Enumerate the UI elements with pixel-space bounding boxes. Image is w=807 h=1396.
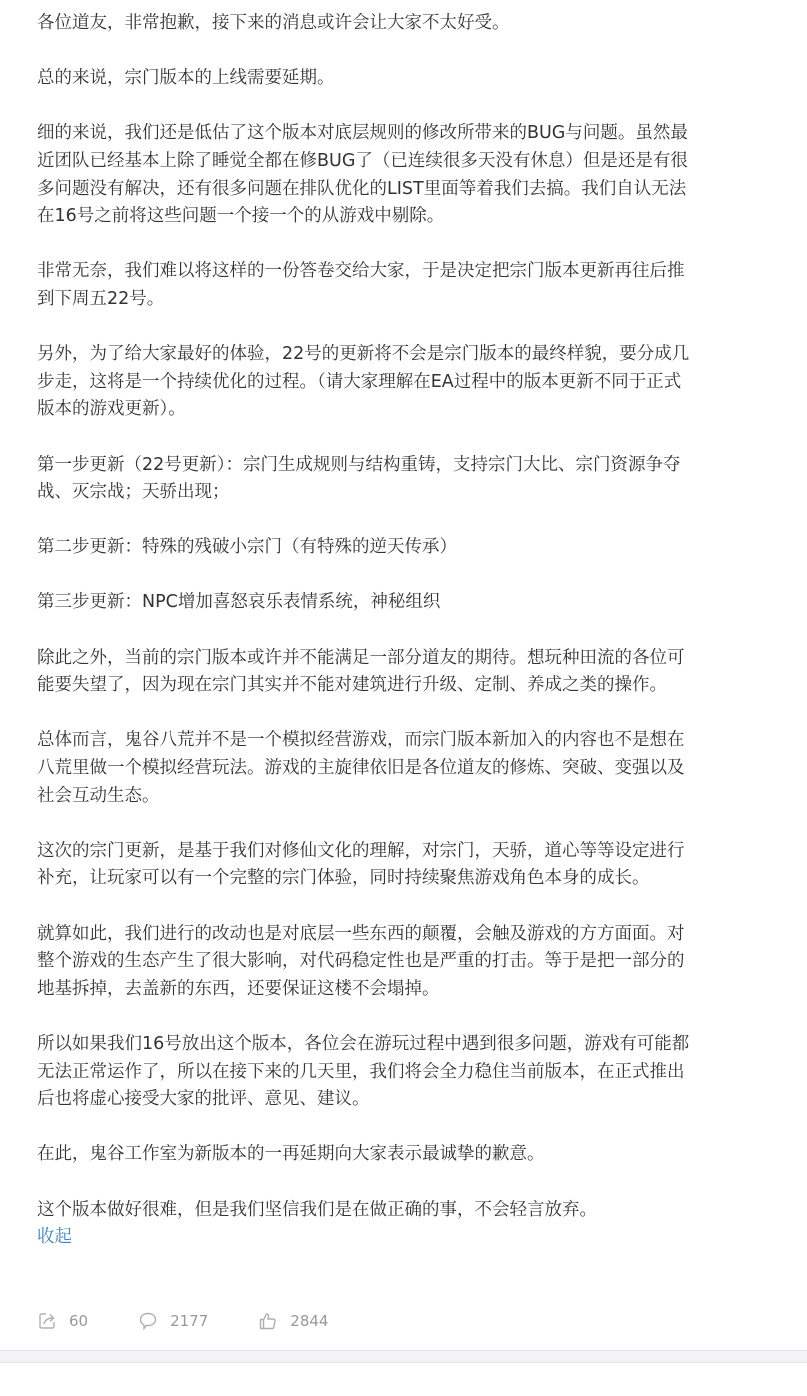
- thumbs-up-icon: [258, 1311, 278, 1331]
- post-paragraph: 所以如果我们16号放出这个版本，各位会在游玩过程中遇到很多问题，游戏有可能都无法正常运作了，所以在接下来的几天里，我们将会全力稳住当前版本，在正式推出后也将虚心接受大家的批评、意见、建议。: [37, 1033, 690, 1110]
- comment-count: 2177: [170, 1312, 209, 1330]
- like-count: 2844: [290, 1312, 329, 1330]
- collapse-link[interactable]: 收起: [37, 1227, 72, 1248]
- comment-button[interactable]: [138, 1311, 208, 1331]
- post-paragraph: 就算如此，我们进行的改动也是对底层一些东西的颠覆，会触及游戏的方方面面。对整个游戏的生态产生了很大影响，对代码稳定性也是严重的打击。等于是把一部分的地基拆掉，去盖新的东西，还要保证这楼不会塌掉。: [37, 923, 685, 999]
- post-paragraph: 细的来说，我们还是低估了这个版本对底层规则的修改所带来的BUG与问题。虽然最近团队已经基本上除了睡觉全都在修BUG了（已连续很多天没有休息）但是还是有很多问题没有解决，还有很多问题在排队优化的LIST里面等着我们去搞。我们自认无法在16号之前将这些问题一个接一个的从游戏中剔除。: [37, 123, 688, 227]
- post-paragraph: 另外，为了给大家最好的体验，22号的更新将不会是宗门版本的最终样貌，要分成几步走，这将是一个持续优化的过程。（请大家理解在EA过程中的版本更新不同于正式版本的游戏更新）。: [37, 344, 690, 420]
- post-body: [37, 10, 697, 1252]
- post-paragraph: 除此之外，当前的宗门版本或许并不能满足一部分道友的期待。想玩种田流的各位可能要失望了，因为现在宗门其实并不能对建筑进行升级、定制、养成之类的操作。: [37, 647, 685, 696]
- share-icon: [37, 1311, 57, 1331]
- post-paragraph: 第三步更新：NPC增加喜怒哀乐表情系统，神秘组织: [37, 592, 441, 613]
- post-paragraph: 总体而言，鬼谷八荒并不是一个模拟经营游戏，而宗门版本新加入的内容也不是想在八荒里做一个模拟经营玩法。游戏的主旋律依旧是各位道友的修炼、突破、变强以及社会互动生态。: [37, 730, 685, 806]
- section-divider: [0, 1350, 807, 1363]
- post-paragraph: 第一步更新（22号更新）：宗门生成规则与结构重铸，支持宗门大比、宗门资源争夺战、灭宗战；天骄出现；: [37, 454, 681, 503]
- comment-icon: [138, 1311, 158, 1331]
- post-paragraph: 各位道友，非常抱歉，接下来的消息或许会让大家不太好受。: [37, 13, 510, 33]
- post-actions-bar: [37, 1307, 378, 1335]
- post-paragraph: 总的来说，宗门版本的上线需要延期。: [37, 68, 335, 89]
- share-button[interactable]: [37, 1311, 88, 1331]
- post-paragraph: 第二步更新：特殊的残破小宗门（有特殊的逆天传承）: [37, 537, 457, 558]
- post-paragraph: 非常无奈，我们难以将这样的一份答卷交给大家，于是决定把宗门版本更新再往后推到下周五22号。: [37, 261, 685, 309]
- post-paragraph: 这次的宗门更新，是基于我们对修仙文化的理解，对宗门，天骄，道心等等设定进行补充，让玩家可以有一个完整的宗门体验，同时持续聚焦游戏角色本身的成长。: [37, 840, 685, 889]
- like-button[interactable]: [258, 1311, 328, 1331]
- post-paragraph: 在此，鬼谷工作室为新版本的一再延期向大家表示最诚挚的歉意。: [37, 1144, 545, 1165]
- post-paragraph: 这个版本做好很难，但是我们坚信我们是在做正确的事，不会轻言放弃。: [37, 1199, 597, 1220]
- share-count: 60: [69, 1312, 89, 1330]
